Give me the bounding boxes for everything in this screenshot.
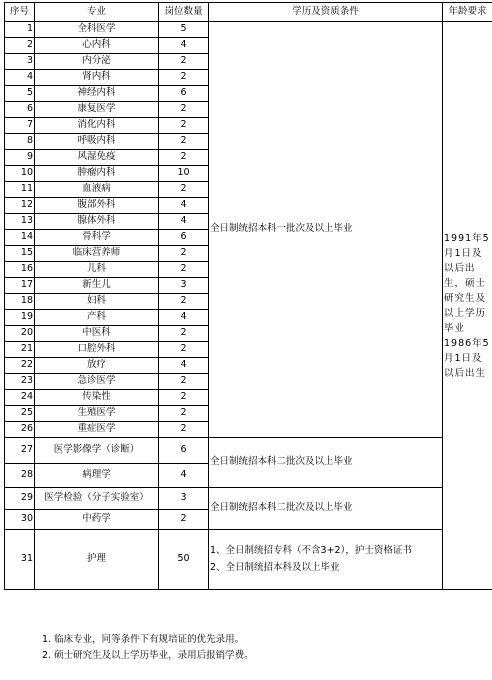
row-major: 护理 — [35, 530, 159, 590]
row-seq: 6 — [5, 102, 35, 118]
row-major: 中药学 — [35, 510, 159, 530]
row-major: 呼吸内科 — [35, 134, 159, 150]
row-count: 2 — [159, 182, 209, 198]
row-count: 4 — [159, 198, 209, 214]
row-seq: 23 — [5, 374, 35, 390]
qualification-group-2: 全日制统招本科二批次及以上毕业 — [209, 438, 443, 488]
recruitment-table — [4, 2, 492, 590]
row-major: 产科 — [35, 310, 159, 326]
notes-section — [42, 632, 254, 664]
row-seq: 20 — [5, 326, 35, 342]
row-seq: 9 — [5, 150, 35, 166]
header-major: 专业 — [35, 3, 159, 22]
qualification-line: 2、全日制统招本科及以上毕业 — [210, 561, 340, 573]
row-count: 2 — [159, 54, 209, 70]
row-seq: 31 — [5, 530, 35, 590]
table-row — [5, 530, 492, 590]
row-seq: 3 — [5, 54, 35, 70]
row-count: 4 — [159, 358, 209, 374]
row-seq: 25 — [5, 406, 35, 422]
row-count: 5 — [159, 22, 209, 38]
row-count: 2 — [159, 510, 209, 530]
row-count: 2 — [159, 70, 209, 86]
row-major: 急诊医学 — [35, 374, 159, 390]
row-count: 2 — [159, 102, 209, 118]
row-count: 4 — [159, 214, 209, 230]
row-major: 新生儿 — [35, 278, 159, 294]
qualification-group-1: 全日制统招本科一批次及以上毕业 — [209, 22, 443, 438]
row-seq: 22 — [5, 358, 35, 374]
table-row — [5, 22, 492, 38]
row-major: 腺体外科 — [35, 214, 159, 230]
note-item: 2. 硕士研究生及以上学历毕业，录用后报销学费。 — [42, 650, 254, 661]
row-seq: 24 — [5, 390, 35, 406]
table-row — [5, 438, 492, 464]
row-major: 神经内科 — [35, 86, 159, 102]
header-seq: 序号 — [5, 3, 35, 22]
row-count: 2 — [159, 134, 209, 150]
header-count: 岗位数量 — [159, 3, 209, 22]
row-major: 重症医学 — [35, 422, 159, 438]
row-count: 4 — [159, 310, 209, 326]
row-count: 6 — [159, 438, 209, 464]
row-major: 儿科 — [35, 262, 159, 278]
row-major: 生殖医学 — [35, 406, 159, 422]
row-major: 肿瘤内科 — [35, 166, 159, 182]
row-major: 风湿免疫 — [35, 150, 159, 166]
qualification-group-3: 全日制统招本科二批次及以上毕业 — [209, 488, 443, 530]
row-count: 6 — [159, 86, 209, 102]
table-body — [5, 22, 492, 590]
row-seq: 2 — [5, 38, 35, 54]
row-major: 骨科学 — [35, 230, 159, 246]
note-item: 1. 临床专业，同等条件下有规培证的优先录用。 — [42, 634, 245, 645]
row-major: 医学影像学（诊断） — [35, 438, 159, 464]
row-count: 4 — [159, 38, 209, 54]
row-major: 全科医学 — [35, 22, 159, 38]
age-requirement: 1991年5月1日及以后出生，硕士研究生及以上学历毕业1986年5月1日及以后出生 — [443, 22, 492, 590]
row-count: 3 — [159, 488, 209, 510]
row-seq: 1 — [5, 22, 35, 38]
row-seq: 16 — [5, 262, 35, 278]
row-seq: 4 — [5, 70, 35, 86]
row-count: 2 — [159, 246, 209, 262]
row-major: 医学检验（分子实验室） — [35, 488, 159, 510]
row-count: 2 — [159, 406, 209, 422]
row-count: 2 — [159, 150, 209, 166]
header-qualification: 学历及资质条件 — [209, 3, 443, 22]
row-seq: 19 — [5, 310, 35, 326]
row-count: 2 — [159, 374, 209, 390]
table-row — [5, 488, 492, 510]
row-major: 康复医学 — [35, 102, 159, 118]
qualification-line: 1、全日制统招专科（不含3+2），护士资格证书 — [210, 544, 412, 556]
row-major: 中医科 — [35, 326, 159, 342]
row-seq: 27 — [5, 438, 35, 464]
row-major: 临床营养师 — [35, 246, 159, 262]
row-count: 2 — [159, 342, 209, 358]
row-seq: 10 — [5, 166, 35, 182]
row-seq: 7 — [5, 118, 35, 134]
row-major: 心内科 — [35, 38, 159, 54]
row-count: 2 — [159, 390, 209, 406]
row-major: 传染性 — [35, 390, 159, 406]
row-seq: 30 — [5, 510, 35, 530]
row-major: 放疗 — [35, 358, 159, 374]
row-major: 内分泌 — [35, 54, 159, 70]
row-seq: 13 — [5, 214, 35, 230]
row-major: 口腔外科 — [35, 342, 159, 358]
row-major: 血液病 — [35, 182, 159, 198]
row-major: 腹部外科 — [35, 198, 159, 214]
row-count: 6 — [159, 230, 209, 246]
row-major: 妇科 — [35, 294, 159, 310]
header-age: 年龄要求 — [443, 3, 492, 22]
row-count: 10 — [159, 166, 209, 182]
row-count: 50 — [159, 530, 209, 590]
header-row — [5, 3, 492, 22]
row-major: 消化内科 — [35, 118, 159, 134]
row-seq: 17 — [5, 278, 35, 294]
row-seq: 29 — [5, 488, 35, 510]
qualification-group-4 — [209, 530, 443, 590]
row-count: 2 — [159, 294, 209, 310]
row-count: 4 — [159, 464, 209, 488]
row-seq: 8 — [5, 134, 35, 150]
row-count: 2 — [159, 262, 209, 278]
row-seq: 14 — [5, 230, 35, 246]
row-seq: 11 — [5, 182, 35, 198]
row-major: 病理学 — [35, 464, 159, 488]
row-seq: 18 — [5, 294, 35, 310]
row-seq: 12 — [5, 198, 35, 214]
row-seq: 15 — [5, 246, 35, 262]
row-count: 2 — [159, 422, 209, 438]
row-seq: 21 — [5, 342, 35, 358]
row-seq: 5 — [5, 86, 35, 102]
row-seq: 28 — [5, 464, 35, 488]
row-count: 3 — [159, 278, 209, 294]
row-seq: 26 — [5, 422, 35, 438]
row-major: 肾内科 — [35, 70, 159, 86]
row-count: 2 — [159, 326, 209, 342]
row-count: 2 — [159, 118, 209, 134]
